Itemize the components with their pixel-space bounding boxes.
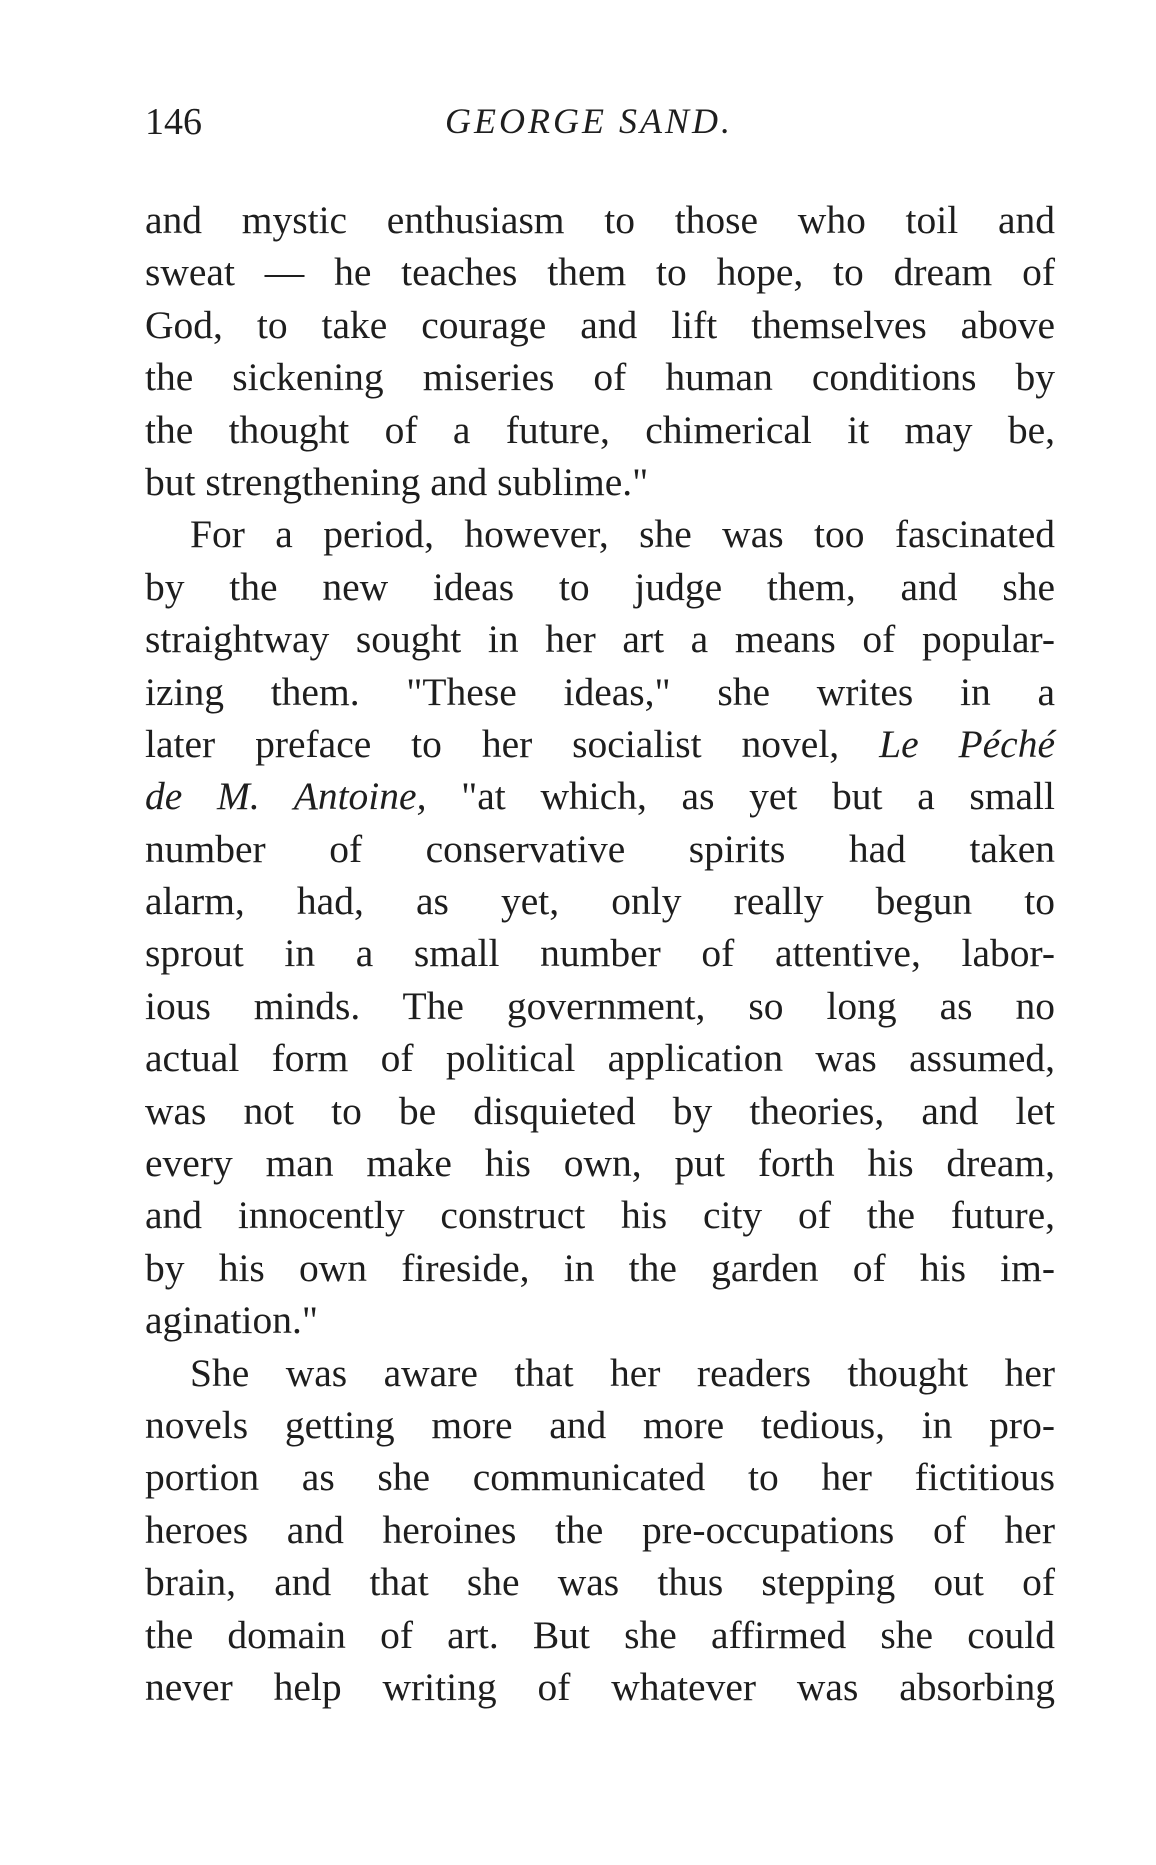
text-segment: "at which, as yet but a small (461, 774, 1056, 819)
text-segment: later preface to her socialist novel, (145, 721, 840, 766)
text-line: number of conservative spirits had taken (145, 826, 1055, 871)
text-line: never help writing of whatever was absorbing (145, 1664, 1055, 1709)
book-title-italic: Le Péché (879, 721, 1055, 766)
book-title-italic: de M. Antoine, (145, 774, 427, 819)
text-line: agination." (145, 1298, 318, 1343)
text-line: sprout in a small number of attentive, labor- (145, 931, 1055, 976)
text-line: brain, and that she was thus stepping out of (145, 1560, 1055, 1605)
text-line: the domain of art. But she affirmed she could (145, 1612, 1055, 1657)
text-line: portion as she communicated to her fictitious (145, 1455, 1055, 1500)
text-line: but strengthening and sublime." (145, 459, 649, 504)
text-line (145, 718, 1055, 770)
text-line: She was aware that her readers thought her (190, 1350, 1055, 1395)
text-line: izing them. "These ideas," she writes in a (145, 669, 1055, 714)
page-number: 146 (145, 101, 202, 143)
text-line: sweat — he teaches them to hope, to dream of (145, 250, 1055, 295)
text-line (145, 770, 1055, 822)
text-line: For a period, however, she was too fascinated (190, 512, 1055, 557)
text-line: every man make his own, put forth his dream, (145, 1141, 1055, 1186)
text-line: and innocently construct his city of the future, (145, 1193, 1055, 1238)
text-line: straightway sought in her art a means of popular- (145, 617, 1055, 662)
text-line: by the new ideas to judge them, and she (145, 564, 1055, 609)
text-line: ious minds. The government, so long as no (145, 983, 1055, 1028)
text-line: by his own fireside, in the garden of his im- (145, 1245, 1055, 1290)
text-line: the thought of a future, chimerical it may be, (145, 407, 1055, 452)
text-line: alarm, had, as yet, only really begun to (145, 879, 1055, 924)
running-title: GEORGE SAND. (445, 101, 733, 141)
text-line: God, to take courage and lift themselves above (145, 302, 1055, 347)
text-line: and mystic enthusiasm to those who toil and (145, 198, 1055, 242)
text-line: actual form of political application was assumed, (145, 1036, 1055, 1081)
text-line: the sickening miseries of human conditions by (145, 355, 1055, 400)
text-line: was not to be disquieted by theories, and let (145, 1088, 1055, 1133)
page-header (145, 100, 1055, 150)
text-line: novels getting more and more tedious, in pro- (145, 1402, 1055, 1447)
text-line: heroes and heroines the pre-occupations of her (145, 1507, 1055, 1552)
body-text (145, 194, 1055, 1713)
